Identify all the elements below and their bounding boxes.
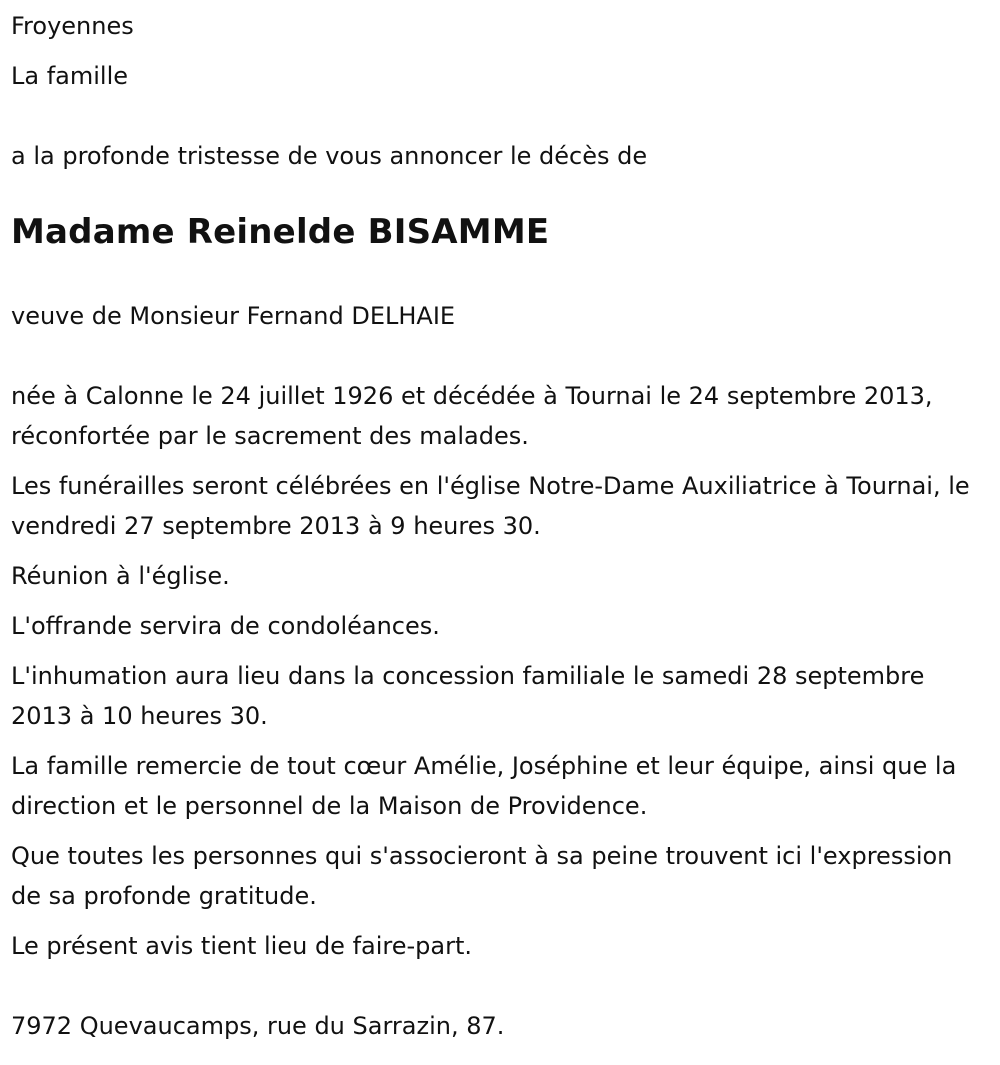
offering-paragraph: L'offrande servira de condoléances. [11,612,440,640]
family-intro-text: La famille [11,62,129,90]
thanks-paragraph: La famille remercie de tout cœur Amélie, Joséphine et leur équipe, ainsi que la direction et le personnel de la Maison de Providence. [11,752,957,820]
funeral-paragraph: Les funérailles seront célébrées en l'église Notre-Dame Auxiliatrice à Tournai, le vendredi 27 septembre 2013 à 9 heures 30. [11,472,970,540]
spouse-text: veuve de Monsieur Fernand DELHAIE [11,302,456,330]
gratitude-paragraph: Que toutes les personnes qui s'associeront à sa peine trouvent ici l'expression de sa profonde gratitude. [11,842,953,910]
deceased-name: Madame Reinelde BISAMME [11,212,550,252]
birth-death-paragraph: née à Calonne le 24 juillet 1926 et décédée à Tournai le 24 septembre 2013, réconfortée par le sacrement des malades. [11,382,933,450]
address-text: 7972 Quevaucamps, rue du Sarrazin, 87. [11,1012,505,1040]
obituary-body [11,376,980,966]
notice-paragraph: Le présent avis tient lieu de faire-part. [11,932,473,960]
location-text: Froyennes [11,12,134,40]
announcement-text: a la profonde tristesse de vous annoncer le décès de [11,142,648,170]
burial-paragraph: L'inhumation aura lieu dans la concession familiale le samedi 28 septembre 2013 à 10 heures 30. [11,662,925,730]
meeting-paragraph: Réunion à l'église. [11,562,230,590]
